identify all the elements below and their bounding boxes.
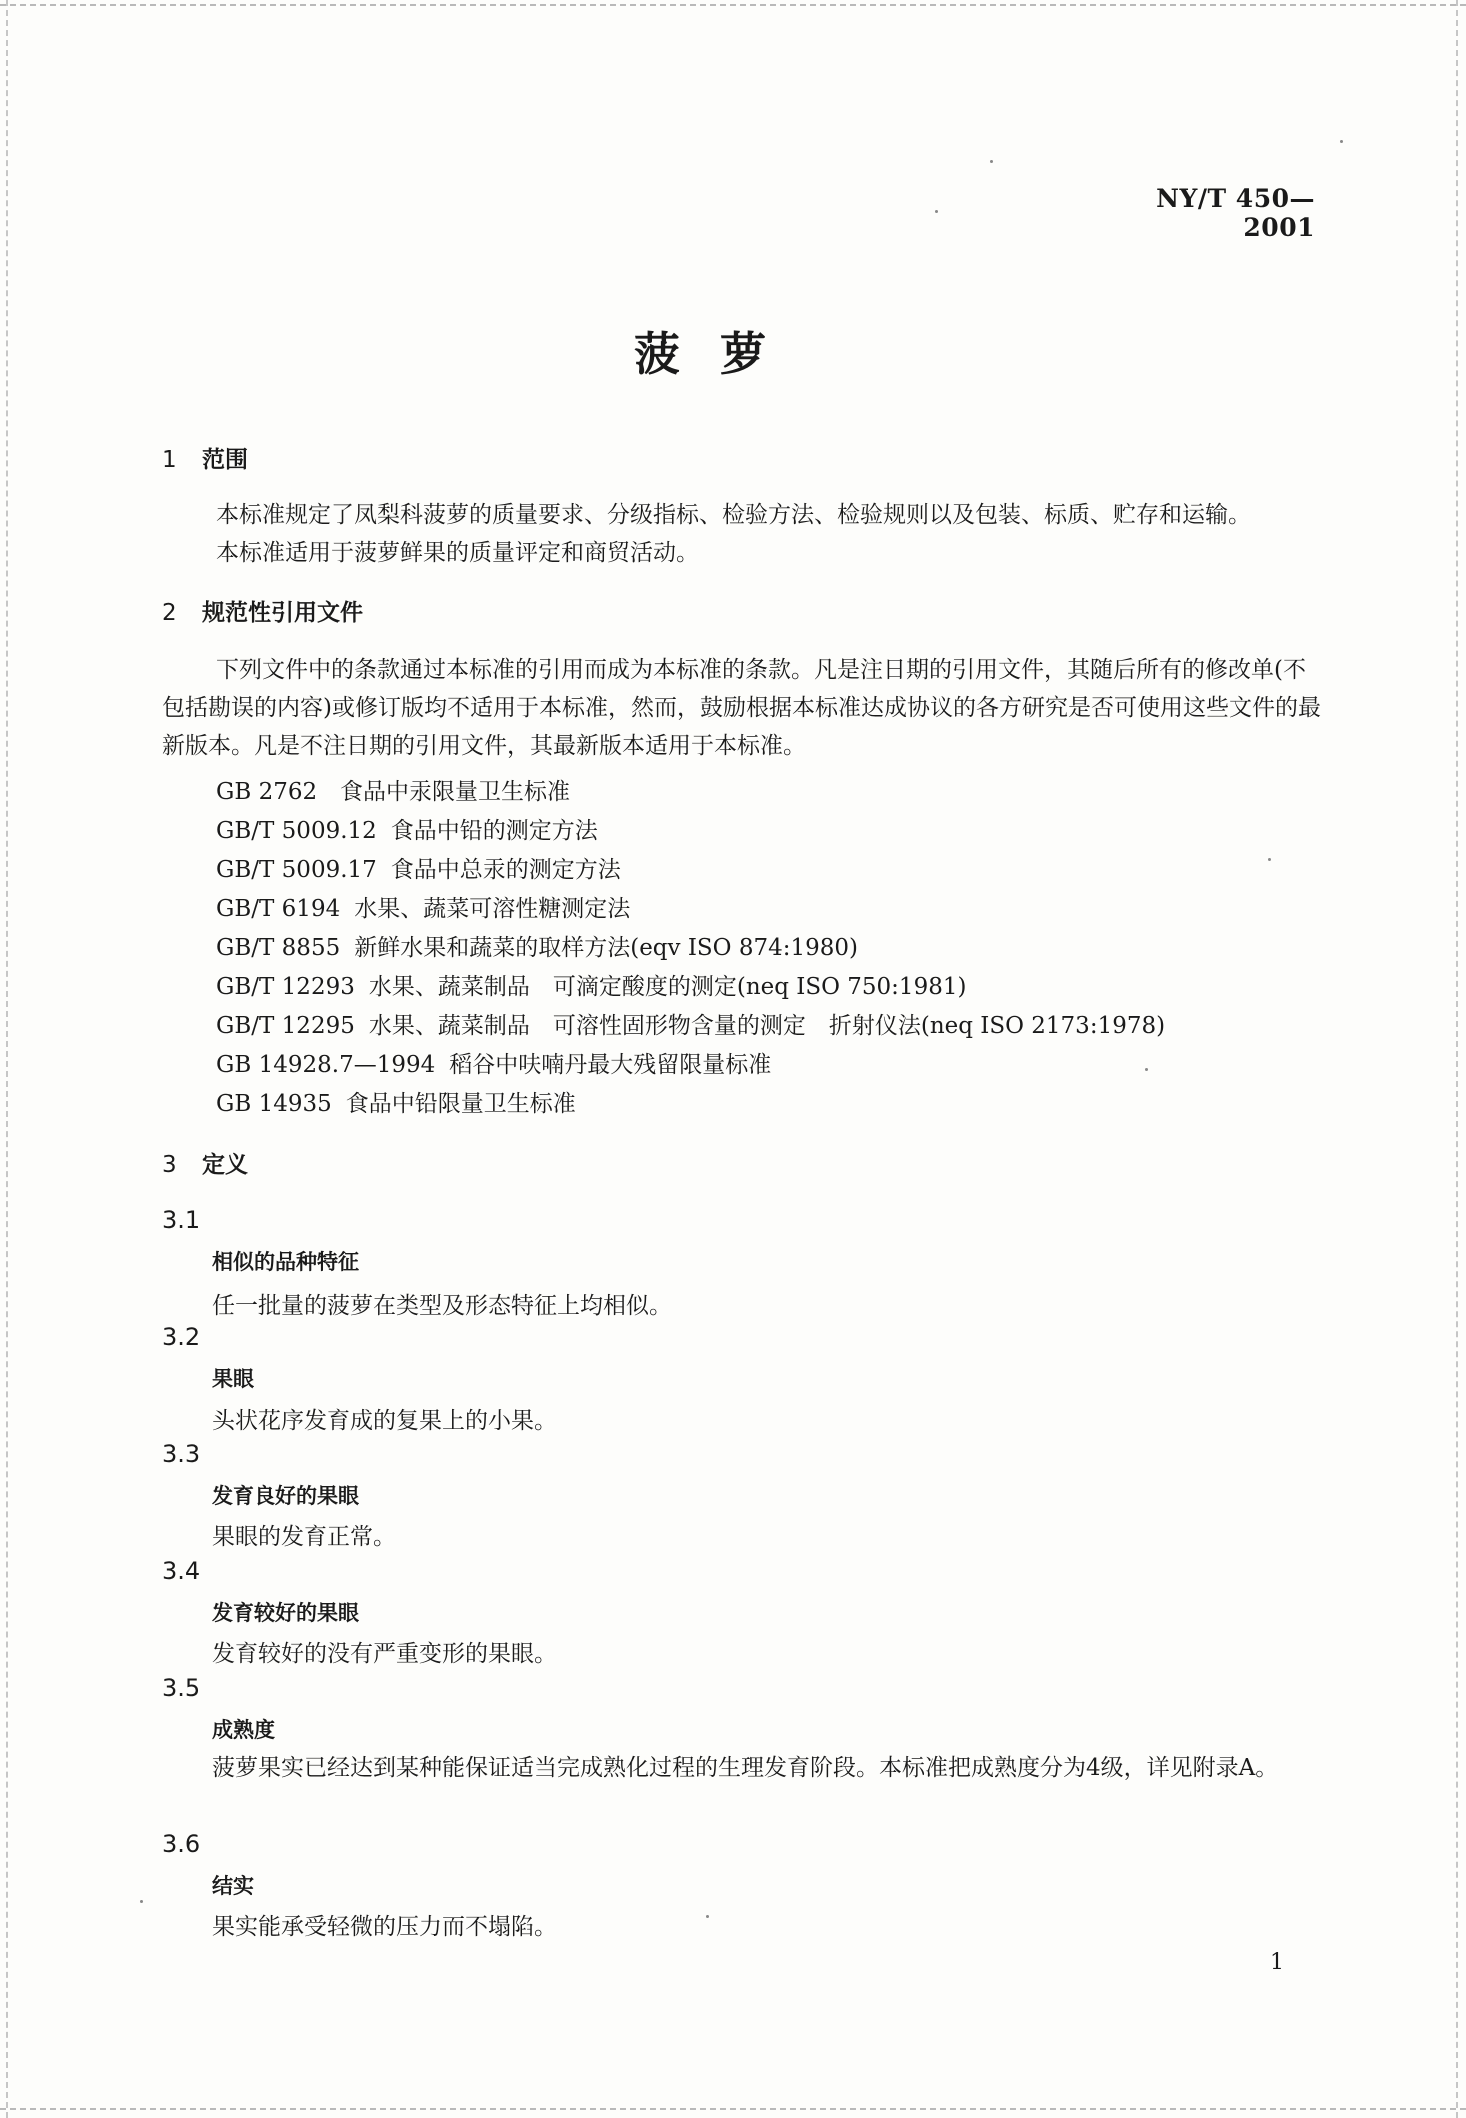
section-2-heading [162,594,363,627]
document-title: 菠萝 [634,327,806,381]
definition-term: 结实 [212,1874,254,1898]
definition-text: 任一批量的菠萝在类型及形态特征上均相似。 [212,1293,672,1319]
reference-title: 食品中铅限量卫生标准 [345,1091,576,1117]
reference-code: GB 14935 [216,1091,332,1117]
reference-title: 水果、蔬菜制品 可滴定酸度的测定(neq ISO 750:1981) [368,974,967,1000]
reference-item [216,1085,576,1118]
scope-paragraph: 本标准规定了凤梨科菠萝的质量要求、分级指标、检验方法、检验规则以及包装、标质、贮存和运输。 [216,502,1251,528]
section-3-heading [162,1146,248,1179]
reference-title: 食品中总汞的测定方法 [390,857,621,883]
definition-term: 果眼 [212,1367,254,1391]
scan-edge-top [0,4,1466,6]
reference-code: GB/T 5009.12 [216,818,377,844]
scan-speck [990,160,993,163]
reference-title: 新鲜水果和蔬菜的取样方法(eqv ISO 874:1980) [354,935,858,961]
reference-title: 食品中铅的测定方法 [390,818,598,844]
scan-speck [706,1915,709,1918]
definition-number: 3.1 [162,1206,201,1234]
reference-code: GB/T 12293 [216,974,355,1000]
reference-code: GB/T 12295 [216,1013,355,1039]
scan-speck [140,1900,143,1903]
section-title: 规范性引用文件 [202,600,363,626]
scan-speck [935,210,938,213]
scan-edge-right [1456,0,1458,2118]
definition-text: 发育较好的没有严重变形的果眼。 [212,1641,557,1667]
definition-number: 3.2 [162,1323,201,1351]
scan-speck [1145,1068,1148,1071]
reference-item [216,1046,771,1079]
reference-item [216,812,598,845]
reference-title: 水果、蔬菜制品 可溶性固形物含量的测定 折射仪法(neq ISO 2173:1978) [368,1013,1166,1039]
section-title: 定义 [202,1152,248,1178]
definition-term: 发育良好的果眼 [212,1484,359,1508]
section-number: 3 [162,1152,177,1178]
reference-item [216,890,630,923]
definition-text: 头状花序发育成的复果上的小果。 [212,1408,557,1434]
reference-title: 水果、蔬菜可溶性糖测定法 [354,896,631,922]
definition-number: 3.3 [162,1440,201,1468]
definition-term: 相似的品种特征 [212,1250,359,1274]
section-1-heading [162,441,248,474]
reference-code: GB/T 5009.17 [216,857,377,883]
reference-code: GB/T 6194 [216,896,341,922]
scope-paragraph: 本标准适用于菠萝鲜果的质量评定和商贸活动。 [216,540,699,566]
reference-code: GB 2762 [216,779,318,805]
reference-title: 食品中汞限量卫生标准 [340,779,570,805]
section-number: 2 [162,600,177,626]
section-title: 范围 [202,447,248,473]
standard-code: NY/T 450—2001 [1156,184,1315,242]
reference-item [216,773,570,806]
reference-item [216,929,858,962]
scan-speck [1268,858,1271,861]
scan-edge-left [6,0,8,2118]
definition-number: 3.5 [162,1674,201,1702]
scan-edge-bottom [0,2108,1466,2110]
definition-term: 成熟度 [212,1718,275,1742]
definition-text: 果眼的发育正常。 [212,1524,396,1550]
reference-item [216,851,621,884]
section-number: 1 [162,447,177,473]
definition-number: 3.6 [162,1830,201,1858]
reference-code: GB 14928.7—1994 [216,1052,436,1078]
scan-speck [1340,140,1343,143]
definition-number: 3.4 [162,1557,201,1585]
reference-item [216,1007,1165,1040]
reference-item [216,968,966,1001]
reference-title: 稻谷中呋喃丹最大残留限量标准 [449,1052,772,1078]
reference-code: GB/T 8855 [216,935,341,961]
definition-text: 菠萝果实已经达到某种能保证适当完成熟化过程的生理发育阶段。本标准把成熟度分为4级，详见附录A。 [212,1755,1279,1781]
definition-text: 果实能承受轻微的压力而不塌陷。 [212,1914,557,1940]
references-intro: 下列文件中的条款通过本标准的引用而成为本标准的条款。凡是注日期的引用文件，其随后所有的修改单(不包括勘误的内容)或修订版均不适用于本标准，然而，鼓励根据本标准达成协议的各方研究是否可使用这些文件的最新版本。凡是不注日期的引用文件，其最新版本适用于本标准。 [162,657,1321,759]
definition-term: 发育较好的果眼 [212,1601,359,1625]
page-number: 1 [1270,1950,1284,1975]
